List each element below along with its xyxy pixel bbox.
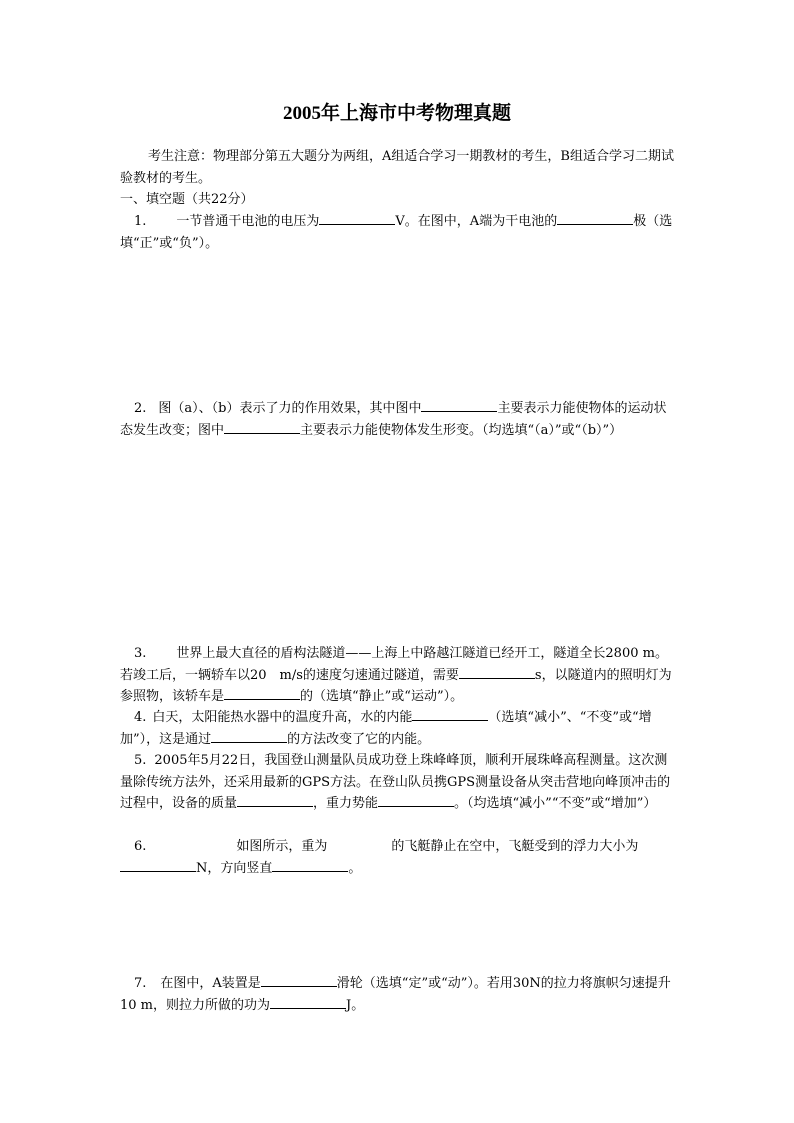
question-text: 主要表示力能使物体发生形变。（均选填“（a）”或“（b）”）	[300, 422, 623, 438]
question-7	[120, 973, 676, 1016]
answer-blank[interactable]	[237, 793, 313, 807]
exam-notice: 考生注意：物理部分第五大题分为两组，A组适合学习一期教材的考生，B组适合学习二期试验教材的考生。	[120, 149, 674, 186]
answer-blank[interactable]	[211, 729, 287, 743]
question-text: 的飞艇静止在空中，飞艇受到的浮力大小为	[391, 839, 639, 854]
question-text: 主要表示力能使物体的运动状态发生改变；图中	[120, 401, 667, 438]
answer-blank[interactable]	[120, 858, 196, 872]
question-text: 世界上最大直径的盾构法隧道——上海上中路越江隧道已经开工，隧道全长2800 m。若竣工后，一辆轿车以20 m/s的速度匀速通过隧道，需要	[120, 646, 668, 683]
question-text: 的方法改变了它的内能。	[287, 731, 431, 747]
question-number: 5.	[134, 753, 147, 768]
question-text: 一节普通干电池的电压为	[176, 214, 320, 229]
question-text: 极（选填“正”或“负”）。	[120, 214, 673, 251]
question-number: 7.	[134, 976, 147, 991]
question-text: ，重力势能	[313, 796, 379, 811]
question-3	[120, 643, 676, 708]
question-text: 在图中，A装置是	[160, 976, 261, 991]
question-5	[120, 750, 676, 815]
question-text: 。（均选填“减小”“不变”或“增加”）	[454, 796, 657, 811]
question-text: 图（a）、（b）表示了力的作用效果，其中图中	[158, 401, 422, 416]
answer-blank[interactable]	[412, 707, 488, 721]
question-2	[120, 398, 676, 441]
question-number: 3.	[134, 646, 147, 661]
answer-blank[interactable]	[224, 420, 300, 434]
question-text: 白天，太阳能热水器中的温度升高，水的内能	[152, 710, 413, 725]
question-number: 6.	[134, 839, 147, 854]
question-text: 的（选填“静止”或“运动”）。	[300, 689, 464, 704]
question-text: N，方向竖直	[196, 860, 273, 876]
answer-blank[interactable]	[421, 398, 497, 412]
question-text: 滑轮（选填“定”或“动”）。若用30N的拉力将旗帜匀速提升10 m，则拉力所做的功为	[120, 976, 671, 1013]
question-text: V。在图中，A端为干电池的	[395, 214, 558, 229]
question-text: s，以隧道内的照明灯为参照物，该轿车是	[120, 667, 672, 704]
question-text: （选填“减小”、“不变”或“增加”），这是通过	[120, 710, 652, 747]
question-4	[120, 707, 676, 750]
page-title: 2005年上海市中考物理真题	[282, 103, 511, 124]
answer-blank[interactable]	[272, 858, 348, 872]
question-number: 4.	[134, 710, 147, 725]
question-text: 2005年5月22日，我国登山测量队员成功登上珠峰峰顶，顺利开展珠峰高程测量。这次测量除传统方法外，还采用最新的GPS方法。在登山队员携GPS测量设备从突击营地向峰顶冲击的过程中，设备的质量	[120, 753, 671, 811]
answer-blank[interactable]	[224, 686, 300, 700]
answer-blank[interactable]	[378, 793, 454, 807]
question-number: 1.	[134, 214, 147, 229]
question-text: J。	[346, 997, 365, 1013]
question-text: 。	[348, 860, 362, 876]
question-1	[120, 211, 676, 254]
answer-blank[interactable]	[459, 665, 535, 679]
question-text: 如图所示，重为	[236, 839, 328, 854]
answer-blank[interactable]	[557, 211, 633, 225]
question-number: 2.	[134, 401, 147, 416]
answer-blank[interactable]	[270, 995, 346, 1009]
answer-blank[interactable]	[319, 211, 395, 225]
answer-blank[interactable]	[261, 973, 337, 987]
section-heading: 一、填空题（共22分）	[120, 192, 254, 207]
question-6	[120, 836, 676, 879]
